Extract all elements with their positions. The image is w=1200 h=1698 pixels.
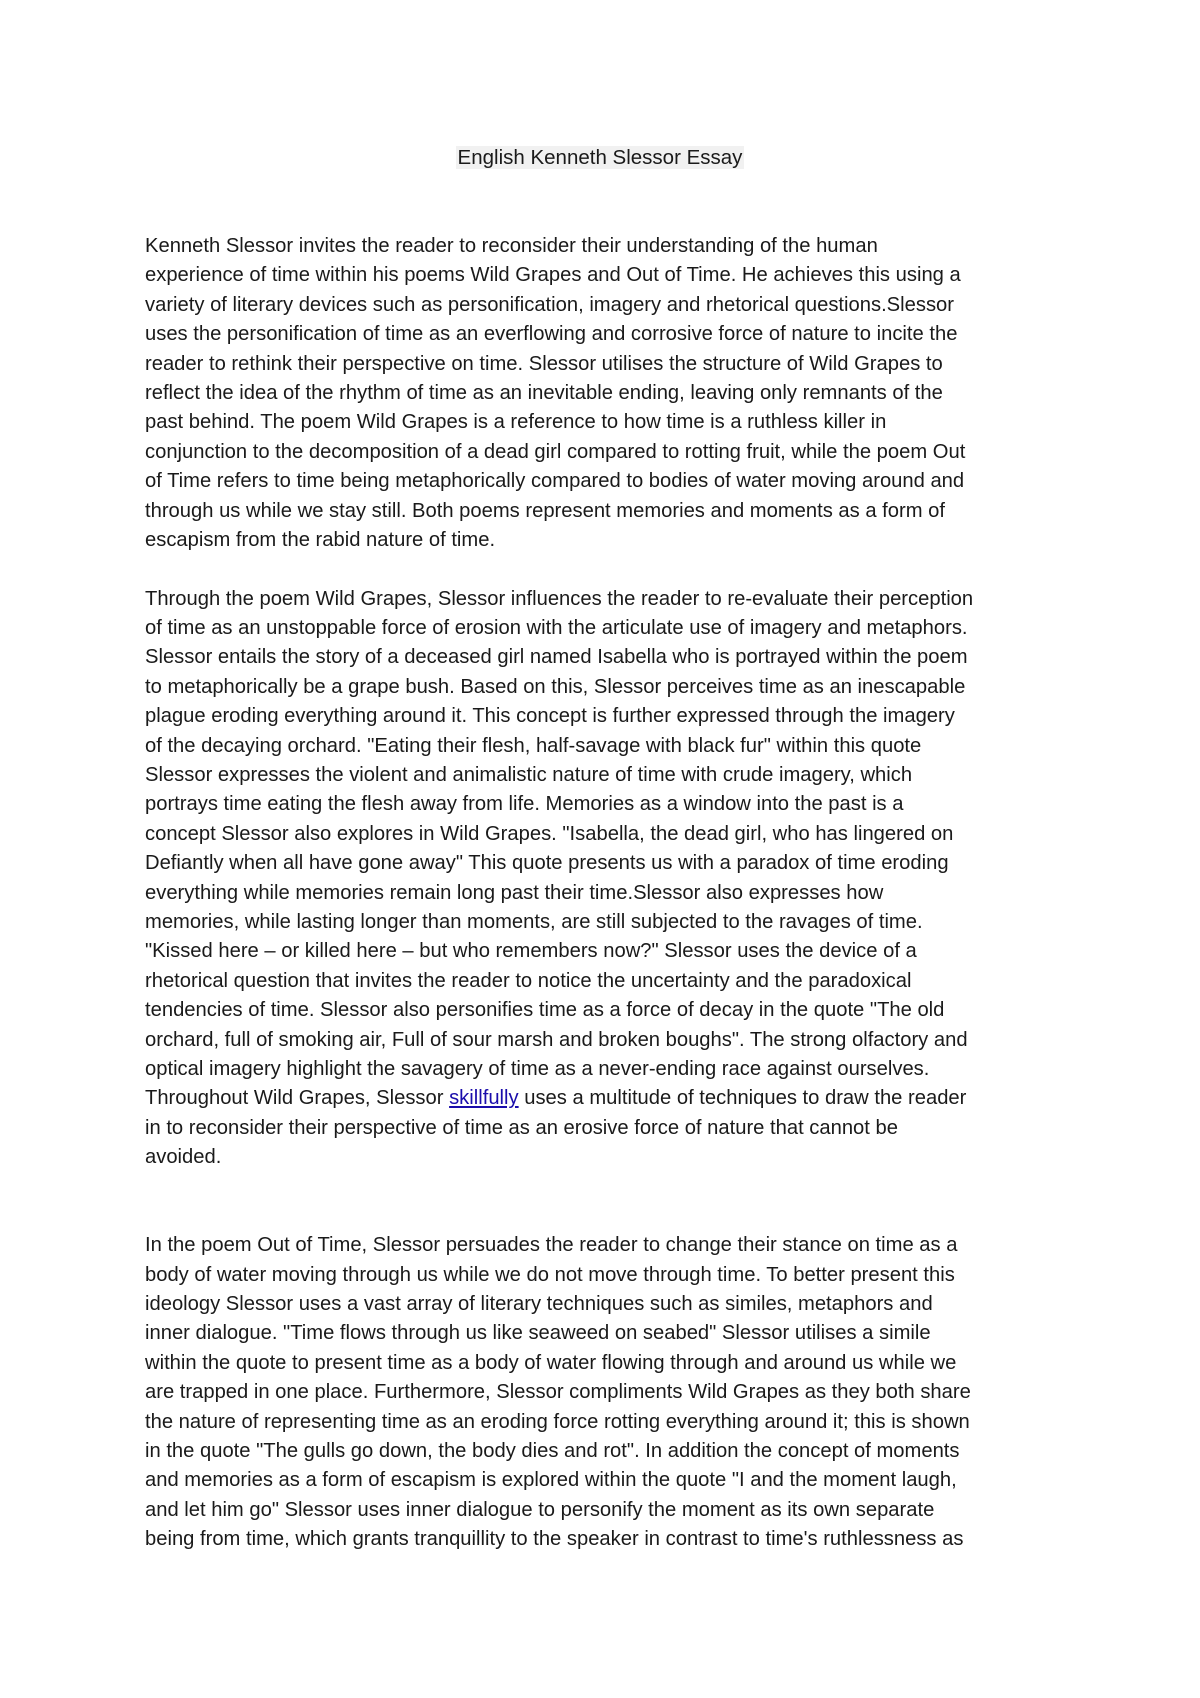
text-line: in the quote "The gulls go down, the body dies and rot". In addition the concept of moments [145, 1440, 960, 1463]
text-line: being from time, which grants tranquillity to the speaker in contrast to time's ruthlessness as [145, 1528, 964, 1551]
text-line: ideology Slessor uses a vast array of literary techniques such as similes, metaphors and [145, 1293, 933, 1316]
text-line: everything while memories remain long past their time.Slessor also expresses how [145, 881, 884, 904]
text-line: and memories as a form of escapism is explored within the quote "I and the moment laugh, [145, 1469, 957, 1492]
text-line: within the quote to present time as a body of water flowing through and around us while we [145, 1351, 957, 1374]
text-line-with-link [145, 1084, 1075, 1113]
text-line: of time as an unstoppable force of erosion with the articulate use of imagery and metaphors. [145, 617, 968, 640]
paragraph-spacer [145, 555, 1075, 584]
text-line: uses the personification of time as an everflowing and corrosive force of nature to incite the [145, 323, 958, 346]
text-line: "Kissed here – or killed here – but who remembers now?" Slessor uses the device of a [145, 940, 917, 963]
text-segment: Throughout Wild Grapes, Slessor [145, 1087, 450, 1110]
text-line: avoided. [145, 1146, 222, 1169]
text-line: reader to rethink their perspective on time. Slessor utilises the structure of Wild Grapes to [145, 352, 943, 375]
text-line: variety of literary devices such as personification, imagery and rhetorical questions.Slessor [145, 293, 954, 316]
text-line: rhetorical question that invites the reader to notice the uncertainty and the paradoxical [145, 969, 912, 992]
document-title [0, 144, 1200, 172]
text-line: concept Slessor also explores in Wild Grapes. "Isabella, the dead girl, who has lingered on [145, 822, 954, 845]
text-line: Kenneth Slessor invites the reader to reconsider their understanding of the human [145, 235, 878, 257]
text-line: through us while we stay still. Both poems represent memories and moments as a form of [145, 499, 945, 522]
paragraph-spacer [145, 1173, 1075, 1232]
document-body [145, 232, 1075, 1555]
text-line: in to reconsider their perspective of time as an erosive force of nature that cannot be [145, 1116, 898, 1139]
text-line: inner dialogue. "Time flows through us like seaweed on seabed" Slessor utilises a simile [145, 1322, 931, 1345]
text-line: In the poem Out of Time, Slessor persuades the reader to change their stance on time as a [145, 1234, 958, 1257]
text-line: are trapped in one place. Furthermore, Slessor compliments Wild Grapes as they both share [145, 1381, 971, 1404]
text-line: orchard, full of smoking air, Full of sour marsh and broken boughs". The strong olfactory and [145, 1028, 968, 1051]
paragraph-1 [145, 232, 1075, 555]
text-line: Slessor entails the story of a deceased girl named Isabella who is portrayed within the poem [145, 646, 968, 669]
text-line: past behind. The poem Wild Grapes is a reference to how time is a ruthless killer in [145, 411, 887, 434]
document-title-text: English Kenneth Slessor Essay [457, 146, 743, 169]
paragraph-2 [145, 585, 1075, 1173]
text-line: Defiantly when all have gone away" This quote presents us with a paradox of time eroding [145, 852, 949, 875]
text-line: reflect the idea of the rhythm of time as an inevitable ending, leaving only remnants of the [145, 381, 943, 404]
text-line: Through the poem Wild Grapes, Slessor influences the reader to re-evaluate their perception [145, 587, 974, 610]
text-line: of the decaying orchard. "Eating their flesh, half-savage with black fur" within this quote [145, 734, 922, 757]
text-line: the nature of representing time as an eroding force rotting everything around it; this is shown [145, 1410, 970, 1433]
text-line: memories, while lasting longer than moments, are still subjected to the ravages of time. [145, 910, 923, 933]
text-line: tendencies of time. Slessor also personifies time as a force of decay in the quote "The old [145, 999, 945, 1022]
text-line: Slessor expresses the violent and animalistic nature of time with crude imagery, which [145, 764, 913, 787]
skillfully-link[interactable]: skillfully [449, 1087, 519, 1110]
text-line: plague eroding everything around it. This concept is further expressed through the imagery [145, 705, 955, 728]
text-line: conjunction to the decomposition of a dead girl compared to rotting fruit, while the poem Out [145, 440, 966, 463]
paragraph-3 [145, 1231, 1075, 1554]
text-line: optical imagery highlight the savagery of time as a never-ending race against ourselves. [145, 1057, 930, 1080]
text-line: and let him go" Slessor uses inner dialogue to personify the moment as its own separate [145, 1498, 935, 1521]
text-line: to metaphorically be a grape bush. Based on this, Slessor perceives time as an inescapable [145, 675, 966, 698]
text-segment: uses a multitude of techniques to draw the reader [518, 1087, 967, 1110]
text-line: portrays time eating the flesh away from life. Memories as a window into the past is a [145, 793, 904, 816]
text-line: body of water moving through us while we do not move through time. To better present this [145, 1263, 955, 1286]
text-line: of Time refers to time being metaphorically compared to bodies of water moving around and [145, 470, 965, 493]
text-line: escapism from the rabid nature of time. [145, 528, 496, 551]
text-line: experience of time within his poems Wild Grapes and Out of Time. He achieves this using a [145, 264, 961, 287]
